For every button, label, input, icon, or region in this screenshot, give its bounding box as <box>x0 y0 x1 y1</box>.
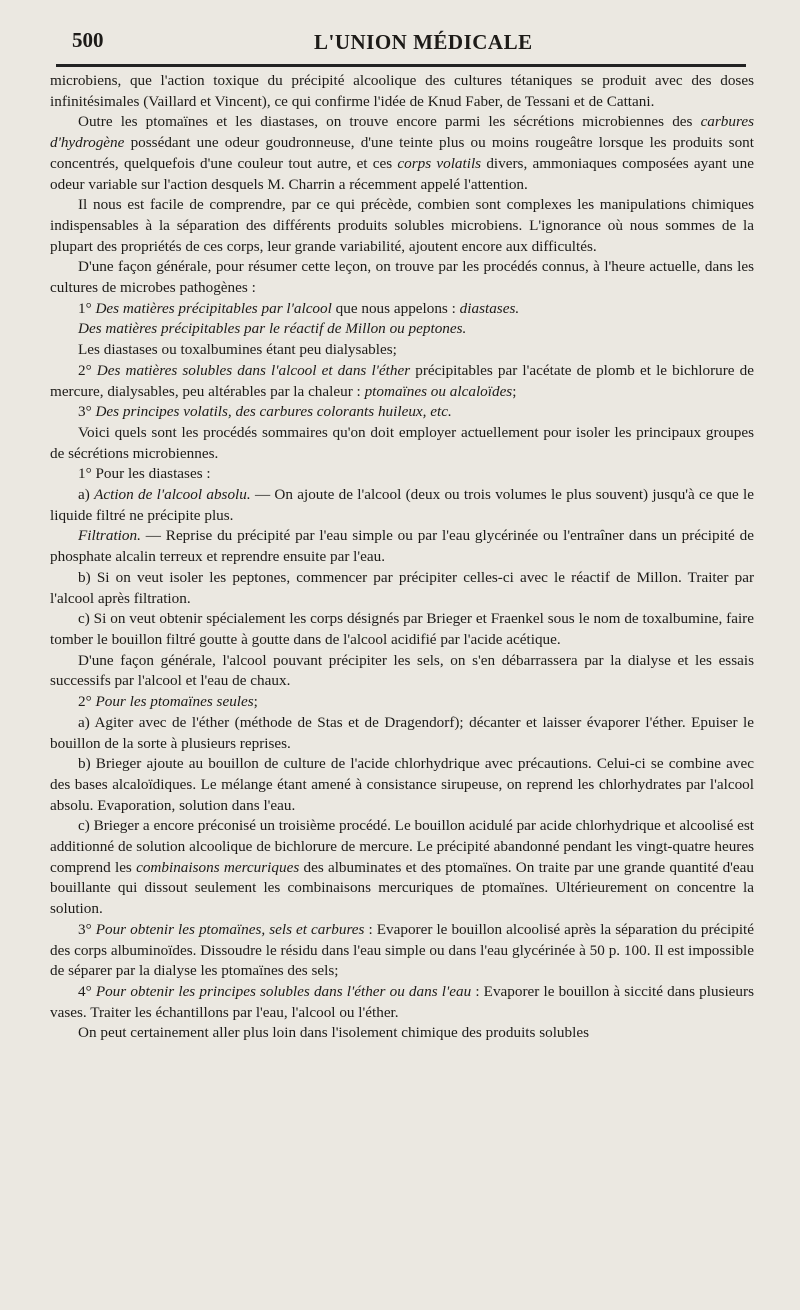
text-segment: que nous appelons : <box>331 299 460 317</box>
italic-text: combinaisons mercuriques <box>136 858 300 876</box>
text-segment: Il nous est facile de comprendre, par ce qui précède, combien sont complexes les manipulations chimiques indispensables à la séparation des différents produits solubles microbiens. L'ignorance où nous sommes de la plupart des propriétés de ces corps, leur grande variabilité, ajoutent encore aux difficultés. <box>50 196 754 255</box>
text-segment: 3° <box>78 920 96 938</box>
text-segment: c) Brieger a encore préconisé un troisième procédé. Le bouillon acidulé par acide chlorhydrique et alcoolisé est additionné de solution alcoolique de bichlorure de mercure. Le précipité abandonné pendant les vingt-quatre heures comprend les <box>50 817 754 876</box>
article-body <box>50 71 754 1044</box>
text-segment: b) Si on veut isoler les peptones, commencer par précipiter celles-ci avec le réactif de Millon. Traiter par l'alcool après filtration. <box>50 568 754 607</box>
text-segment: 1° <box>78 299 96 317</box>
paragraph-p15 <box>50 609 754 650</box>
italic-text: Pour les ptomaïnes seules <box>95 693 254 711</box>
text-segment: Outre les ptomaïnes et les diastases, on trouve encore parmi les sécrétions microbiennes des <box>78 113 701 131</box>
text-segment: Voici quels sont les procédés sommaires qu'on doit employer actuellement pour isoler les principaux groupes de sécrétions microbiennes. <box>50 423 754 462</box>
paragraph-p14 <box>50 568 754 609</box>
text-segment: microbiens, que l'action toxique du précipité alcoolique des cultures tétaniques se produit avec des doses infinitésimales (Vaillard et Vincent), ce qui confirme l'idée de Knud Faber, de Tessani et de Cattani. <box>50 72 754 110</box>
paragraph-p06 <box>50 319 754 340</box>
text-segment: ; <box>512 382 517 400</box>
page-header <box>50 28 754 64</box>
text-segment: 4° <box>78 982 96 1000</box>
paragraph-p12 <box>50 485 754 526</box>
paragraph-p01 <box>50 71 754 112</box>
paragraph-p02 <box>50 112 754 195</box>
italic-text: Des principes volatils, des carbures colorants huileux, etc. <box>95 403 452 421</box>
italic-text: Pour obtenir les principes solubles dans l'éther ou dans l'eau <box>95 982 472 1000</box>
paragraph-p11 <box>50 464 754 485</box>
text-segment: D'une façon générale, pour résumer cette leçon, on trouve par les procédés connus, à l'heure actuelle, dans les cultures de microbes pathogènes : <box>50 258 754 297</box>
paragraph-p10 <box>50 423 754 464</box>
text-segment: — On ajoute de l'alcool (deux ou trois volumes le plus souvent) jusqu'à ce que le liquide filtré ne précipite plus. <box>50 486 754 524</box>
paragraph-p22 <box>50 982 754 1023</box>
paragraph-p08 <box>50 361 754 402</box>
paragraph-p20 <box>50 816 754 920</box>
paragraph-p16 <box>50 651 754 692</box>
paragraph-p04 <box>50 257 754 298</box>
text-segment: c) Si on veut obtenir spécialement les corps désignés par Brieger et Fraenkel sous le nom de toxalbumine, faire tomber le bouillon filtré goutte à goutte dans de l'alcool acidifié par l'acide acétique. <box>50 610 754 648</box>
text-segment: ; <box>253 693 258 711</box>
paragraph-p18 <box>50 713 754 754</box>
paragraph-p13 <box>50 526 754 567</box>
italic-text: ptomaïnes ou alcaloïdes <box>364 382 513 400</box>
paragraph-p03 <box>50 195 754 257</box>
text-segment: — Reprise du précipité par l'eau simple ou par l'eau glycérinée ou l'entraîner dans un précipité de phosphate alcalin terreux et reprendre ensuite par l'eau. <box>50 527 754 566</box>
text-segment: 2° <box>78 361 97 379</box>
header-rule <box>56 64 746 67</box>
italic-text: Des matières solubles dans l'alcool et dans l'éther <box>96 361 411 379</box>
running-title: L'UNION MÉDICALE <box>314 30 533 54</box>
text-segment: des albuminates et des ptomaïnes. On traite par une grande quantité d'eau bouillante qui dissout seulement les combinaisons mercuriques de ptomaïnes. Ultérieurement on concentre la solution. <box>50 858 754 918</box>
text-segment: divers, ammoniaques composées ayant une odeur variable sur l'action desquels M. Charrin a récemment appelé l'attention. <box>50 154 754 193</box>
text-segment: : Evaporer le bouillon alcoolisé après la séparation du précipité des corps albuminoïdes. Dissoudre le résidu dans l'eau simple ou dans l'eau glycérinée à 50 p. 100. Il est impossible de séparer par la dialyse les ptomaïnes des sels; <box>50 920 755 980</box>
paragraph-p19 <box>50 754 754 816</box>
paragraph-p21 <box>50 920 754 982</box>
text-segment: 3° <box>78 403 96 421</box>
italic-text: Filtration. <box>78 527 141 545</box>
text-segment: a) Agiter avec de l'éther (méthode de Stas et de Dragendorf); décanter et laisser évaporer l'éther. Epuiser le bouillon de la sorte à plusieurs reprises. <box>50 713 754 752</box>
text-segment: Les diastases ou toxalbumines étant peu dialysables; <box>78 341 397 359</box>
page-number: 500 <box>72 28 104 52</box>
text-segment: a) <box>78 486 95 504</box>
paragraph-p09 <box>50 402 754 423</box>
text-segment: b) Brieger ajoute au bouillon de culture de l'acide chlorhydrique avec précautions. Celui-ci se combine avec des bases alcaloïdiques. Le mélange étant amené à consistance sirupeuse, on reprend les chlorhydrates par l'alcool absolu. Evaporation, solution dans l'eau. <box>50 755 754 814</box>
italic-text: diastases. <box>459 299 520 317</box>
text-segment: : Evaporer le bouillon à siccité dans plusieurs vases. Traiter les échantillons par l'eau, l'alcool ou l'éther. <box>50 982 754 1021</box>
text-segment: précipitables par l'acétate de plomb et le bichlorure de mercure, dialysables, peu altérables par la chaleur : <box>50 361 754 400</box>
italic-text: Pour obtenir les ptomaïnes, sels et carbures <box>95 920 365 938</box>
text-segment: 2° <box>78 693 96 711</box>
paragraph-p17 <box>50 692 754 713</box>
italic-text: corps volatils <box>397 154 482 172</box>
italic-text: Action de l'alcool absolu. <box>94 486 251 504</box>
text-segment: On peut certainement aller plus loin dans l'isolement chimique des produits solubles <box>78 1024 589 1042</box>
paragraph-p05 <box>50 299 754 320</box>
italic-text: Des matières précipitables par le réactif de Millon ou peptones. <box>78 320 467 338</box>
paragraph-p23 <box>50 1023 754 1044</box>
italic-text: Des matières précipitables par l'alcool <box>95 299 332 317</box>
italic-text: carbures d'hydrogène <box>50 113 754 152</box>
paragraph-p07 <box>50 340 754 361</box>
text-segment: possédant une odeur goudronneuse, d'une teinte plus ou moins rougeâtre lorsque les produits sont concentrés, quelquefois d'une couleur tout autre, et ces <box>50 134 754 172</box>
text-segment: 1° Pour les diastases : <box>78 465 211 483</box>
text-segment: D'une façon générale, l'alcool pouvant précipiter les sels, on s'en débarrassera par la dialyse et les essais successifs par l'alcool et l'eau de chaux. <box>50 651 754 690</box>
